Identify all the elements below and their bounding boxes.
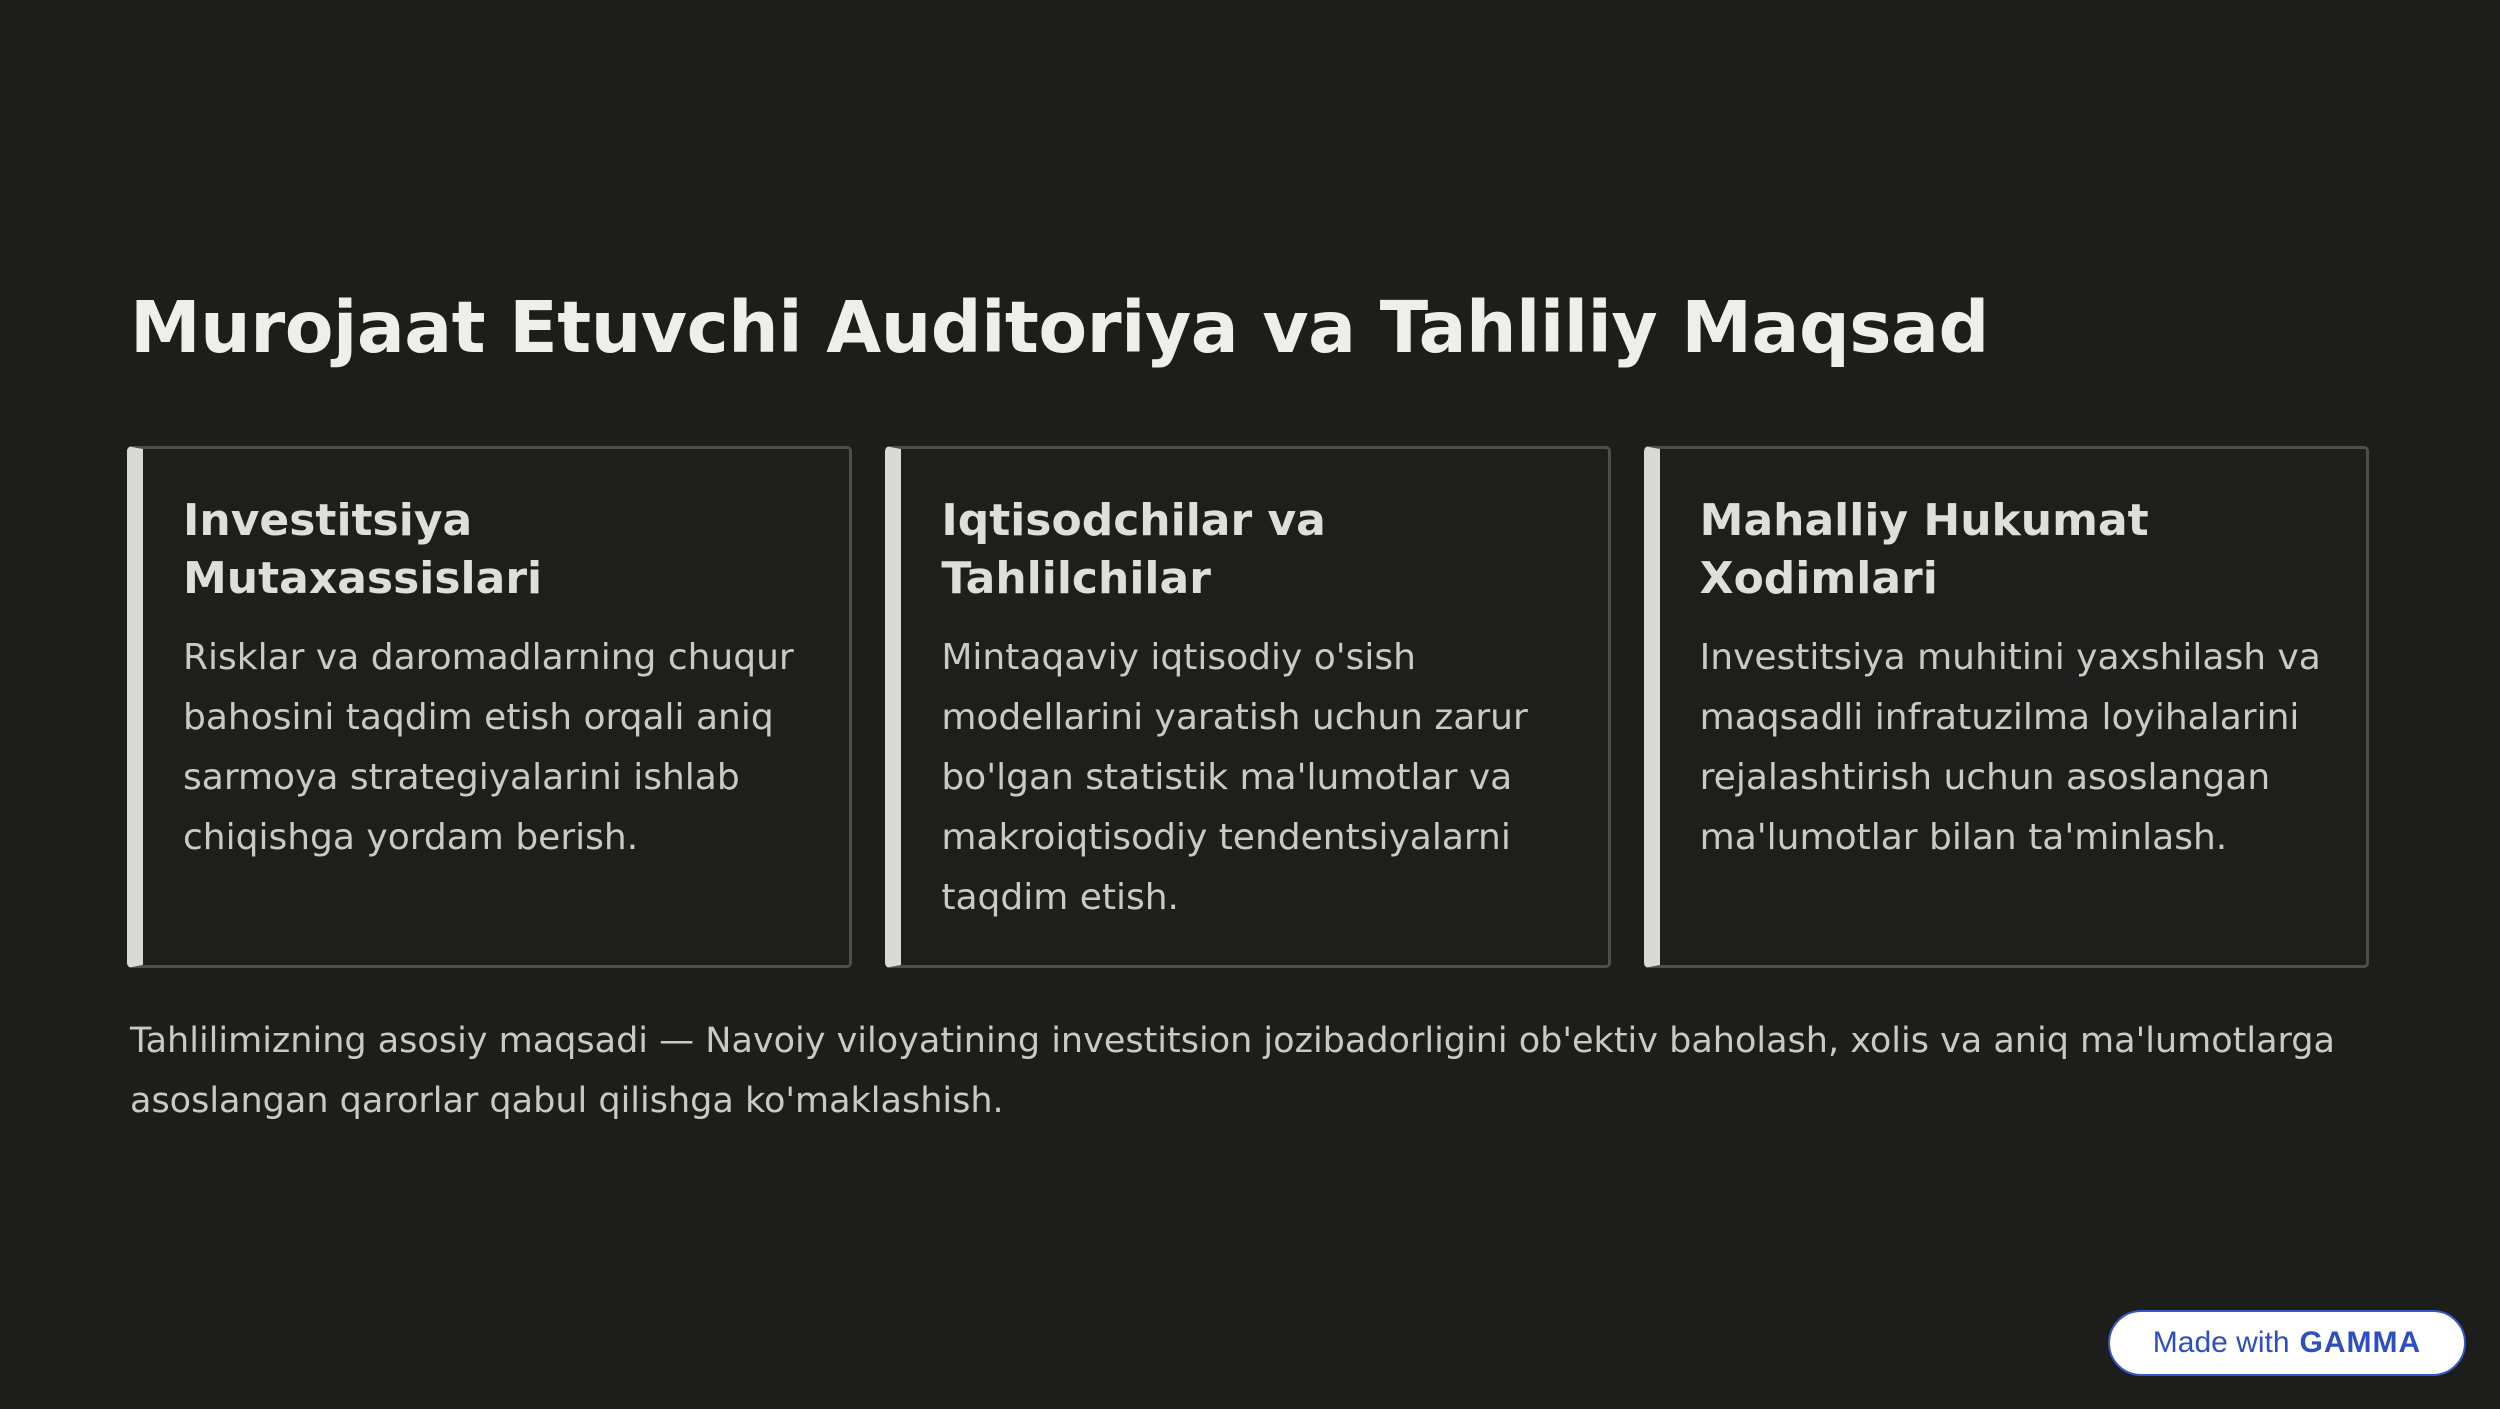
card-investment-specialists: [127, 446, 852, 968]
made-with-gamma-badge[interactable]: [2108, 1310, 2466, 1376]
card-text: Investitsiya muhitini yaxshilash va maqsadli infratuzilma loyihalarini rejalashtirish uchun asoslangan ma'lumotlar bilan ta'minlash.: [1699, 637, 2321, 858]
card-title: Mahalliy Hukumat Xodimlari: [1699, 495, 2149, 604]
card-local-government: [1644, 446, 2369, 968]
summary-text: Tahlilimizning asosiy maqsadi — Navoiy viloyatining investitsion jozibadorligini ob'ektiv baholash, xolis va aniq ma'lumotlarga asoslangan qarorlar qabul qilishga ko'maklashish.: [130, 1021, 2335, 1121]
card-economists-analysts: [885, 446, 1610, 968]
badge-prefix: Made with: [2152, 1326, 2290, 1359]
card-title: Iqtisodchilar va Tahlilchilar: [941, 495, 1326, 604]
audience-cards: [127, 446, 2369, 968]
card-text: Risklar va daromadlarning chuqur bahosini taqdim etish orqali aniq sarmoya strategiyalarini ishlab chiqishga yordam berish.: [183, 637, 794, 858]
card-title: Investitsiya Mutaxassislari: [183, 495, 543, 604]
gamma-logo: GAMMA: [2299, 1326, 2422, 1359]
card-text: Mintaqaviy iqtisodiy o'sish modellarini yaratish uchun zarur bo'lgan statistik ma'lumotlar va makroiqtisodiy tendentsiyalarni taqdim etish.: [941, 637, 1528, 918]
slide-title: Murojaat Etuvchi Auditoriya va Tahliliy Maqsad: [130, 286, 1989, 369]
